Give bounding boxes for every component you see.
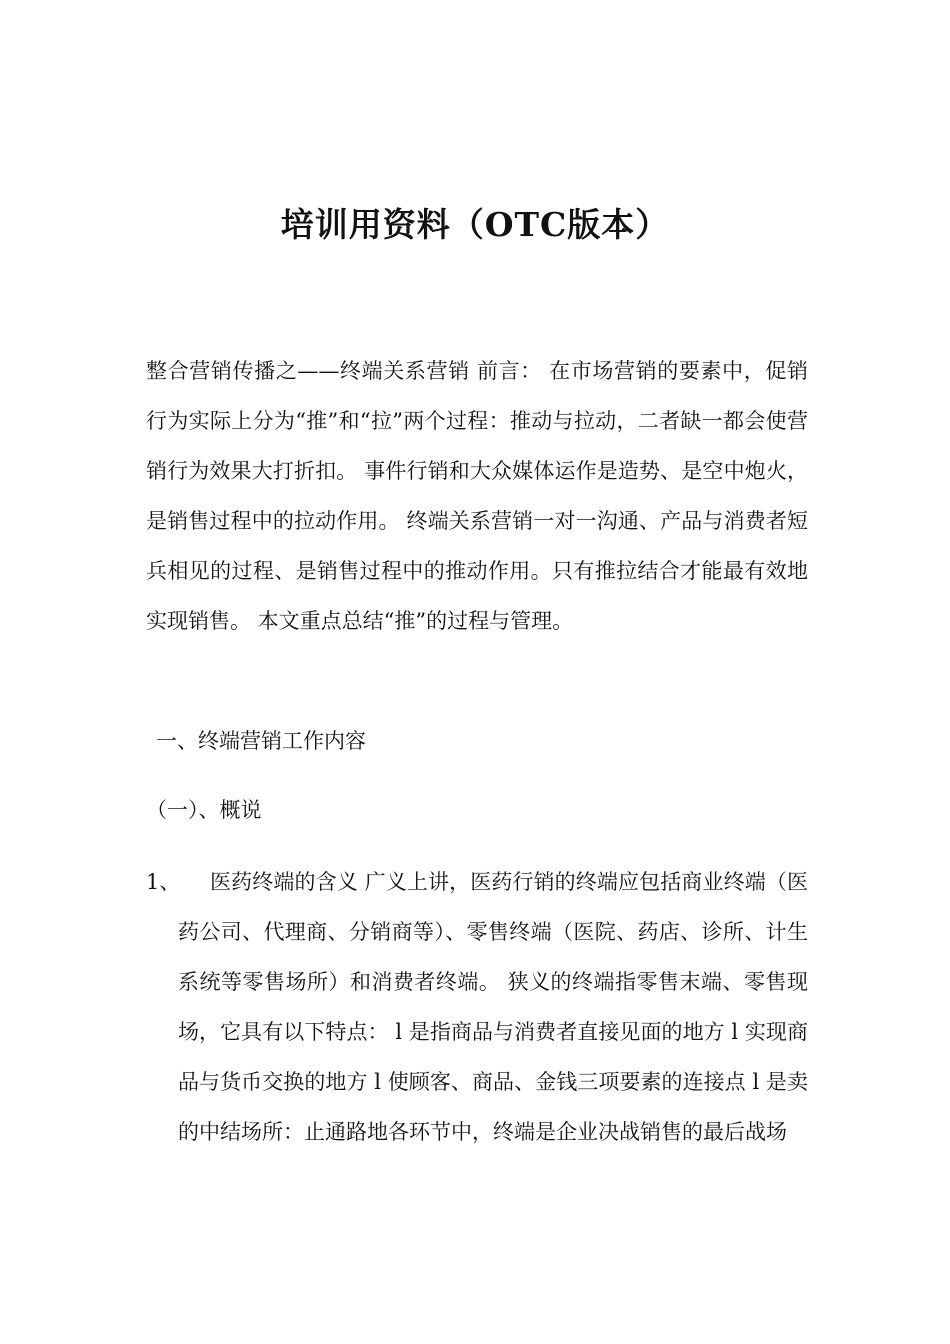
list-item-text: 医药终端的含义 广义上讲，医药行销的终端应包括商业终端（医药公司、代理商、分销商等）、零售终端（医院、药店、诊所、计生系统等零售场所）和消费者终端。 狭义的终端指零售末端、零售现场，它具有以下特点： l 是指商品与消费者直接见面的地方 l 实现商品与货币交换的地方 l 使顾客、商品、金钱三项要素的连接点 l 是卖的中结场所：止通路地各环节中，终端是企业决战销售的最后战场 [178, 870, 808, 1144]
list-item-number: 1、 [146, 870, 181, 894]
list-item [146, 857, 808, 1157]
intro-paragraph: 整合营销传播之——终端关系营销 前言： 在市场营销的要素中，促销行为实际上分为“推”和“拉”两个过程：推动与拉动，二者缺一都会使营销行为效果大打折扣。 事件行销和大众媒体运作是造势、是空中炮火，是销售过程中的拉动作用。 终端关系营销一对一沟通、产品与消费者短兵相见的过程、是销售过程中的推动作用。只有推拉结合才能最有效地实现销售。 本文重点总结“推”的过程与管理。 [146, 359, 808, 633]
section-heading: 一、终端营销工作内容 [156, 729, 366, 753]
sub-heading: （一）、概说 [146, 798, 262, 822]
document-title: 培训用资料（OTC版本） [280, 205, 670, 244]
